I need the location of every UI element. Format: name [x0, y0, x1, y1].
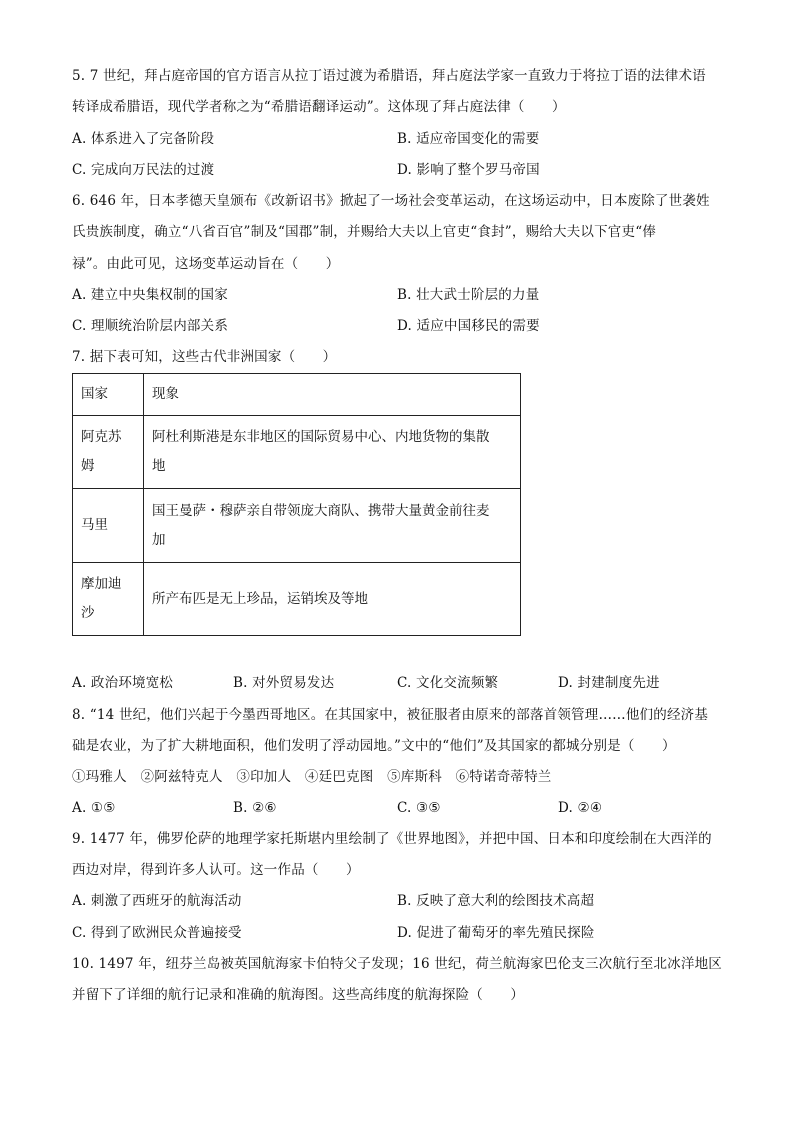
- table-cell-desc: [144, 563, 521, 636]
- q10-stem-line2: 并留下了详细的航行记录和准确的航海图。这些高纬度的航海探险（ ）: [72, 987, 525, 1003]
- cell-line: 姆: [81, 458, 95, 474]
- q6-option-a: A. 建立中央集权制的国家: [72, 287, 228, 303]
- q6-stem-line1: 6. 646 年，日本孝德天皇颁布《改新诏书》掀起了一场社会变革运动，在这场运动中，日本废除了世袭姓: [72, 193, 710, 209]
- q6-stem-line3: 禄”。由此可见，这场变革运动旨在（ ）: [72, 256, 340, 272]
- table-cell-country: [73, 489, 144, 563]
- q5-stem-line2: 转译成希腊语，现代学者称之为“希腊语翻译运动”。这体现了拜占庭法律（ ）: [72, 99, 566, 115]
- q10-stem-line1: 10. 1497 年，纽芬兰岛被英国航海家卡伯特父子发现；16 世纪，荷兰航海家巴伦支三次航行至北冰洋地区: [72, 956, 722, 972]
- q5-option-d: D. 影响了整个罗马帝国: [397, 162, 540, 178]
- q6-option-d: D. 适应中国移民的需要: [397, 318, 540, 334]
- cell-line: 沙: [81, 605, 95, 621]
- table-header-phenomenon: 现象: [144, 374, 521, 416]
- q8-items: ①玛雅人 ②阿兹特克人 ③印加人 ④廷巴克图 ⑤库斯科 ⑥特诺奇蒂特兰: [72, 769, 552, 785]
- table-cell-country: [73, 563, 144, 636]
- q7-option-c: C. 文化交流频繁: [397, 675, 499, 691]
- table-row: [73, 489, 521, 563]
- q5-option-a: A. 体系进入了完备阶段: [72, 131, 215, 147]
- cell-line: 阿杜利斯港是东非地区的国际贸易中心、内地货物的集散: [152, 429, 490, 445]
- table-cell-country: [73, 416, 144, 489]
- table-header-row: [73, 374, 521, 416]
- q7-stem: 7. 据下表可知，这些古代非洲国家（ ）: [72, 349, 337, 365]
- q9-option-c: C. 得到了欧洲民众普遍接受: [72, 925, 242, 941]
- q9-stem-line2: 西边对岸，得到许多人认可。这一作品（ ）: [72, 862, 360, 878]
- q8-option-b: B. ②⑥: [233, 800, 277, 816]
- q6-stem-line2: 氏贵族制度，确立“八省百官”制及“国郡”制，并赐给大夫以上官吏“食封”，赐给大夫以下官吏“俸: [72, 224, 657, 240]
- q7-option-d: D. 封建制度先进: [558, 675, 660, 691]
- q7-option-a: A. 政治环境宽松: [72, 675, 174, 691]
- table-row: [73, 416, 521, 489]
- table-header-country: 国家: [73, 374, 144, 416]
- q6-option-b: B. 壮大武士阶层的力量: [397, 287, 540, 303]
- q9-stem-line1: 9. 1477 年，佛罗伦萨的地理学家托斯堪内里绘制了《世界地图》，并把中国、日本和印度绘制在大西洋的: [72, 831, 712, 847]
- q8-option-c: C. ③⑤: [397, 800, 441, 816]
- q8-stem-line2: 础是农业，为了扩大耕地面积，他们发明了浮动园地。”文中的“他们”及其国家的都城分别是（ ）: [72, 738, 676, 754]
- cell-line: 阿克苏: [81, 429, 122, 445]
- q8-stem-line1: 8. “14 世纪，他们兴起于今墨西哥地区。在其国家中，被征服者由原来的部落首领管理……他们的经济基: [72, 707, 709, 723]
- cell-line: 所产布匹是无上珍品，运销埃及等地: [152, 590, 368, 607]
- q5-option-b: B. 适应帝国变化的需要: [397, 131, 540, 147]
- cell-line: 摩加迪: [81, 576, 122, 592]
- q5-option-c: C. 完成向万民法的过渡: [72, 162, 215, 178]
- q9-option-d: D. 促进了葡萄牙的率先殖民探险: [397, 925, 595, 941]
- cell-line: 加: [152, 531, 166, 548]
- q8-option-a: A. ①⑤: [72, 800, 116, 816]
- cell-line: 地: [152, 458, 166, 474]
- cell-line: 国王曼萨・穆萨亲自带领庞大商队、携带大量黄金前往麦: [152, 502, 490, 519]
- table-cell-desc: [144, 489, 521, 563]
- q9-option-b: B. 反映了意大利的绘图技术高超: [397, 893, 595, 909]
- q5-stem-line1: 5. 7 世纪，拜占庭帝国的官方语言从拉丁语过渡为希腊语，拜占庭法学家一直致力于将拉丁语的法律术语: [72, 68, 706, 84]
- q6-option-c: C. 理顺统治阶层内部关系: [72, 318, 229, 334]
- q7-table: [72, 373, 521, 636]
- q9-option-a: A. 刺激了西班牙的航海活动: [72, 893, 242, 909]
- table-cell-desc: [144, 416, 521, 489]
- q7-option-b: B. 对外贸易发达: [233, 675, 335, 691]
- cell-line: 马里: [81, 517, 108, 533]
- q8-option-d: D. ②④: [558, 800, 603, 816]
- table-row: [73, 563, 521, 636]
